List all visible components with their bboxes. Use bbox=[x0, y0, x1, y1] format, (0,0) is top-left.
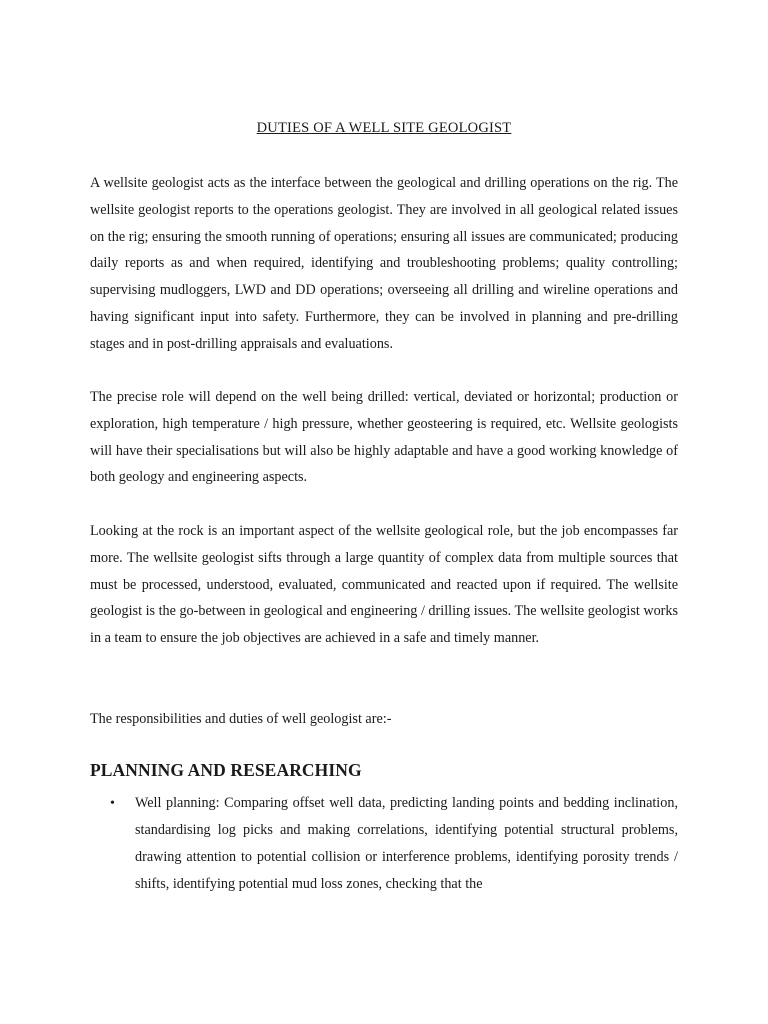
document-title: DUTIES OF A WELL SITE GEOLOGIST bbox=[256, 120, 512, 136]
bullet-marker: • bbox=[110, 796, 115, 811]
bullet-text: Well planning: Comparing offset well data, predicting landing points and bedding inclination, standardising log picks and making correlations, identifying potential structural problems, drawing attention to potential collision or interference problems, identifying porosity trends / shifts, identifying potential mud loss zones, checking that the bbox=[135, 795, 678, 892]
paragraph-rock-aspect: Looking at the rock is an important aspect of the wellsite geological role, but the job encompasses far more. The wellsite geologist sifts through a large quantity of complex data from multiple sources that must be processed, understood, evaluated, communicated and reacted upon if required. The wellsite geologist is the go-between in geological and engineering / drilling issues. The wellsite geologist works in a team to ensure the job objectives are achieved in a safe and timely manner. bbox=[90, 523, 679, 647]
paragraph-interface-role: A wellsite geologist acts as the interface between the geological and drilling operations on the rig. The wellsite geologist reports to the operations geologist. They are involved in all geological related issues on the rig; ensuring the smooth running of operations; ensuring all issues are communicated; producing daily reports as and when required, identifying and troubleshooting problems; quality controlling; supervising mudloggers, LWD and DD operations; overseeing all drilling and wireline operations and having significant input into safety. Furthermore, they can be involved in planning and pre-drilling stages and in post-drilling appraisals and evaluations. bbox=[90, 175, 678, 352]
list-item bbox=[90, 790, 678, 898]
section-heading-planning: PLANNING AND RESEARCHING bbox=[90, 760, 362, 780]
paragraph-precise-role: The precise role will depend on the well being drilled: vertical, deviated or horizontal; production or exploration, high temperature / high pressure, whether geosteering is required, etc. Wellsite geologists will have their specialisations but will also be highly adaptable and have a good working knowledge of both geology and engineering aspects. bbox=[90, 389, 678, 486]
bullet-list bbox=[90, 790, 678, 898]
paragraph-responsibilities-intro: The responsibilities and duties of well geologist are:- bbox=[90, 711, 392, 727]
